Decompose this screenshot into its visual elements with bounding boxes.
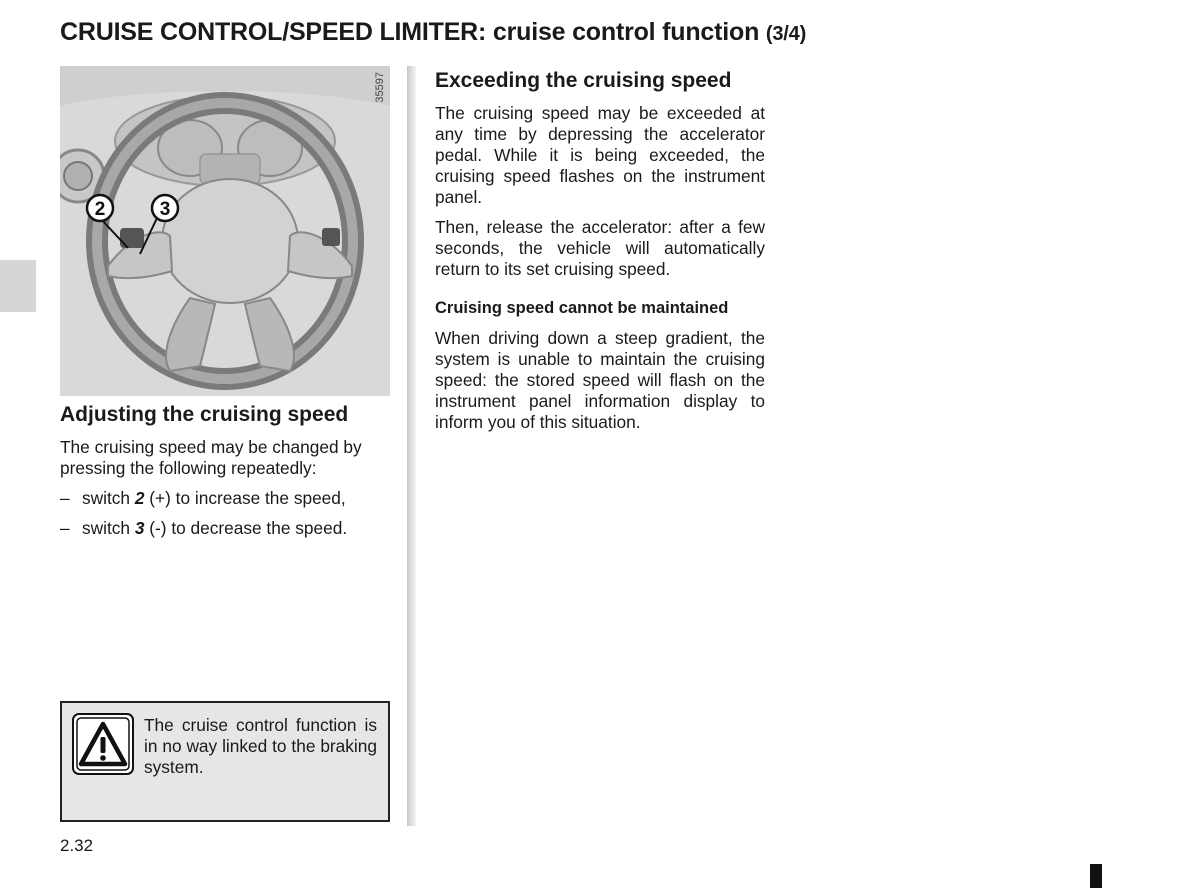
cannot-maintain-heading: Cruising speed cannot be maintained — [435, 299, 729, 318]
warning-text: The cruise control function is in no way linked to the braking system. — [144, 715, 377, 777]
page-corner-mark — [1090, 864, 1102, 888]
callout-3: 3 — [159, 199, 171, 220]
exceeding-paragraph-1: The cruising speed may be exceeded at any time by depressing the accelerator pedal. While it is being exceeded, the cruising speed flashes on the instrument panel. — [435, 103, 765, 208]
chapter-side-tab — [0, 260, 36, 312]
page-number: 2.32 — [60, 836, 94, 855]
list-dash: – — [60, 518, 70, 539]
warning-box — [60, 701, 390, 822]
steering-wheel-illustration — [60, 66, 390, 396]
page-title — [60, 18, 806, 47]
list-dash: – — [60, 488, 70, 509]
adjusting-intro: The cruising speed may be changed by pressing the following repeatedly: — [60, 437, 362, 479]
warning-triangle-icon — [72, 713, 134, 775]
switch-number: 2 — [134, 488, 145, 509]
list-text-pre: switch — [82, 488, 135, 509]
list-item — [60, 488, 390, 509]
exceeding-paragraph-2: Then, release the accelerator: after a few seconds, the vehicle will automatically return to its set cruising speed. — [435, 217, 765, 280]
list-item — [60, 518, 390, 539]
left-column — [60, 66, 390, 548]
callout-2: 2 — [94, 199, 106, 220]
middle-column — [435, 62, 765, 442]
switch-list — [60, 488, 390, 539]
adjusting-heading: Adjusting the cruising speed — [60, 403, 349, 426]
page-part-indicator: (3/4) — [765, 23, 807, 45]
column-divider — [407, 66, 416, 826]
switch-number: 3 — [134, 518, 145, 539]
list-text-post: (+) to increase the speed, — [144, 488, 346, 509]
list-text-pre: switch — [82, 518, 135, 539]
exceeding-heading: Exceeding the cruising speed — [435, 69, 732, 92]
steering-wheel-drawing — [60, 66, 390, 396]
list-text-post: (-) to decrease the speed. — [144, 518, 348, 539]
illustration-reference-number: 35597 — [374, 72, 386, 103]
cannot-maintain-paragraph: When driving down a steep gradient, the system is unable to maintain the cruising speed: the stored speed will flash on the instrument panel information display to inform you of this situation. — [435, 328, 765, 433]
page-title-text: CRUISE CONTROL/SPEED LIMITER: cruise control function — [60, 18, 760, 46]
